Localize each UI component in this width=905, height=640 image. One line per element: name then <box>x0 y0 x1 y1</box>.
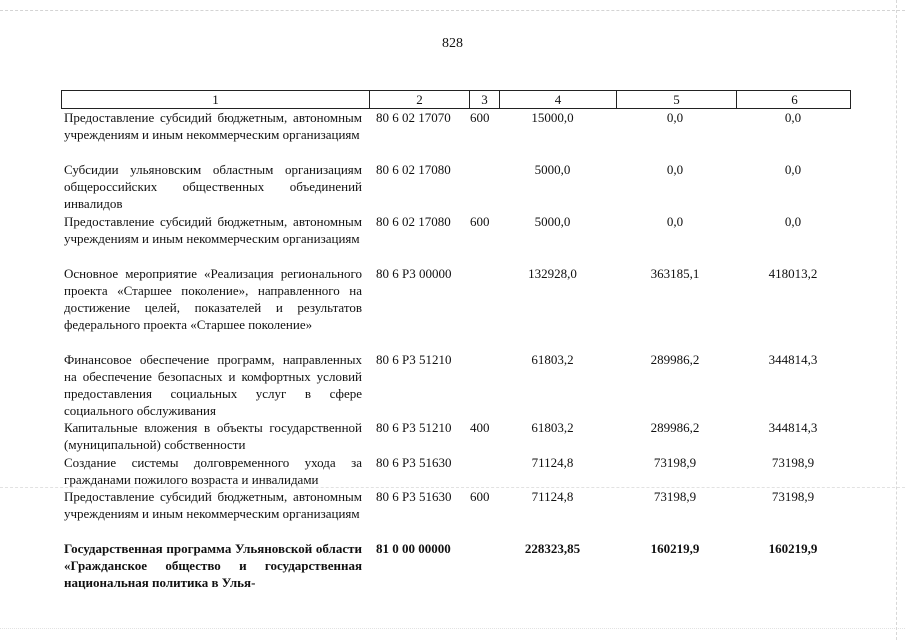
row-expense-type <box>468 454 498 488</box>
table-row-program-total <box>61 540 851 592</box>
row-expense-type: 600 <box>470 214 490 229</box>
row-value-col6: 344814,3 <box>768 352 818 367</box>
row-value-col5: 160219,9 <box>650 541 700 556</box>
table-row <box>61 488 851 540</box>
row-name: Основное мероприятие «Реализация регионального проекта «Старшее поколение», направленного на достижение целей, показателей и результатов федерального проекта «Старшее поколение» <box>64 266 362 332</box>
row-expense-type <box>468 265 498 351</box>
row-expense-type <box>468 161 498 213</box>
row-expense-type <box>468 540 498 592</box>
scan-artifact-bottom <box>0 628 905 630</box>
row-name: Предоставление субсидий бюджетным, автономным учреждениям и иным некоммерческим организациям <box>64 110 362 142</box>
row-value-col6: 160219,9 <box>768 541 818 556</box>
row-name: Капитальные вложения в объекты государственной (муниципальной) собственности <box>64 420 362 452</box>
row-value-col4: 61803,2 <box>531 352 574 367</box>
row-value-col5: 73198,9 <box>653 455 697 470</box>
row-value-col4: 71124,8 <box>531 489 574 504</box>
row-name: Государственная программа Ульяновской области «Гражданское общество и государственная национальная политика в Улья- <box>64 541 362 590</box>
header-col-3: 3 <box>469 91 499 108</box>
row-value-col5: 73198,9 <box>653 489 697 504</box>
row-value-col4: 15000,0 <box>531 110 574 125</box>
row-expense-type <box>468 351 498 419</box>
row-value-col4: 5000,0 <box>534 214 571 229</box>
row-name: Субсидии ульяновским областным организациям общероссийских общественных объединений инвалидов <box>64 162 362 211</box>
row-value-col6: 73198,9 <box>771 489 815 504</box>
table-header-row <box>61 90 851 109</box>
row-code: 80 6 P3 51630 <box>376 489 452 504</box>
row-code: 80 6 02 17070 <box>376 110 451 125</box>
row-code: 80 6 02 17080 <box>376 162 451 177</box>
table-row <box>61 419 851 454</box>
page-number: 828 <box>442 36 463 51</box>
row-name: Предоставление субсидий бюджетным, автономным учреждениям и иным некоммерческим организациям <box>64 489 362 521</box>
row-code: 81 0 00 00000 <box>376 541 451 556</box>
row-code: 80 6 02 17080 <box>376 214 451 229</box>
header-col-2: 2 <box>369 91 469 108</box>
row-code: 80 6 P3 51630 <box>376 455 452 470</box>
row-code: 80 6 P3 00000 <box>376 266 452 281</box>
header-col-5: 5 <box>616 91 736 108</box>
row-expense-type: 600 <box>470 489 490 504</box>
row-name: Предоставление субсидий бюджетным, автономным учреждениям и иным некоммерческим организациям <box>64 214 362 246</box>
row-value-col4: 5000,0 <box>534 162 571 177</box>
table-row <box>61 213 851 265</box>
row-name: Создание системы долговременного ухода за гражданами пожилого возраста и инвалидами <box>64 455 362 487</box>
row-value-col6: 73198,9 <box>771 455 815 470</box>
budget-table <box>61 90 851 592</box>
row-value-col4: 71124,8 <box>531 455 574 470</box>
table-row <box>61 351 851 419</box>
row-expense-type: 600 <box>470 110 490 125</box>
row-name: Финансовое обеспечение программ, направленных на обеспечение безопасных и комфортных условий предоставления социальных услуг в сфере социального обслуживания <box>64 352 362 418</box>
scan-artifact-right-edge <box>895 0 897 640</box>
row-value-col4: 132928,0 <box>528 266 577 281</box>
scan-artifact-top <box>0 10 905 12</box>
table-row <box>61 109 851 161</box>
row-value-col6: 418013,2 <box>768 266 818 281</box>
row-value-col6: 344814,3 <box>768 420 818 435</box>
row-expense-type: 400 <box>470 420 490 435</box>
row-value-col4: 228323,85 <box>524 541 581 556</box>
row-value-col5: 363185,1 <box>650 266 700 281</box>
row-value-col5: 0,0 <box>666 214 684 229</box>
header-col-4: 4 <box>499 91 616 108</box>
row-code: 80 6 P3 51210 <box>376 352 452 367</box>
row-value-col5: 0,0 <box>666 162 684 177</box>
row-value-col6: 0,0 <box>784 110 802 125</box>
row-value-col5: 289986,2 <box>650 420 700 435</box>
table-row <box>61 454 851 488</box>
row-value-col6: 0,0 <box>784 162 802 177</box>
table-row <box>61 161 851 213</box>
table-row <box>61 265 851 351</box>
header-col-6: 6 <box>736 91 852 108</box>
header-col-1: 1 <box>212 92 219 107</box>
row-value-col4: 61803,2 <box>531 420 574 435</box>
row-value-col5: 0,0 <box>666 110 684 125</box>
row-value-col6: 0,0 <box>784 214 802 229</box>
row-value-col5: 289986,2 <box>650 352 700 367</box>
row-code: 80 6 P3 51210 <box>376 420 452 435</box>
